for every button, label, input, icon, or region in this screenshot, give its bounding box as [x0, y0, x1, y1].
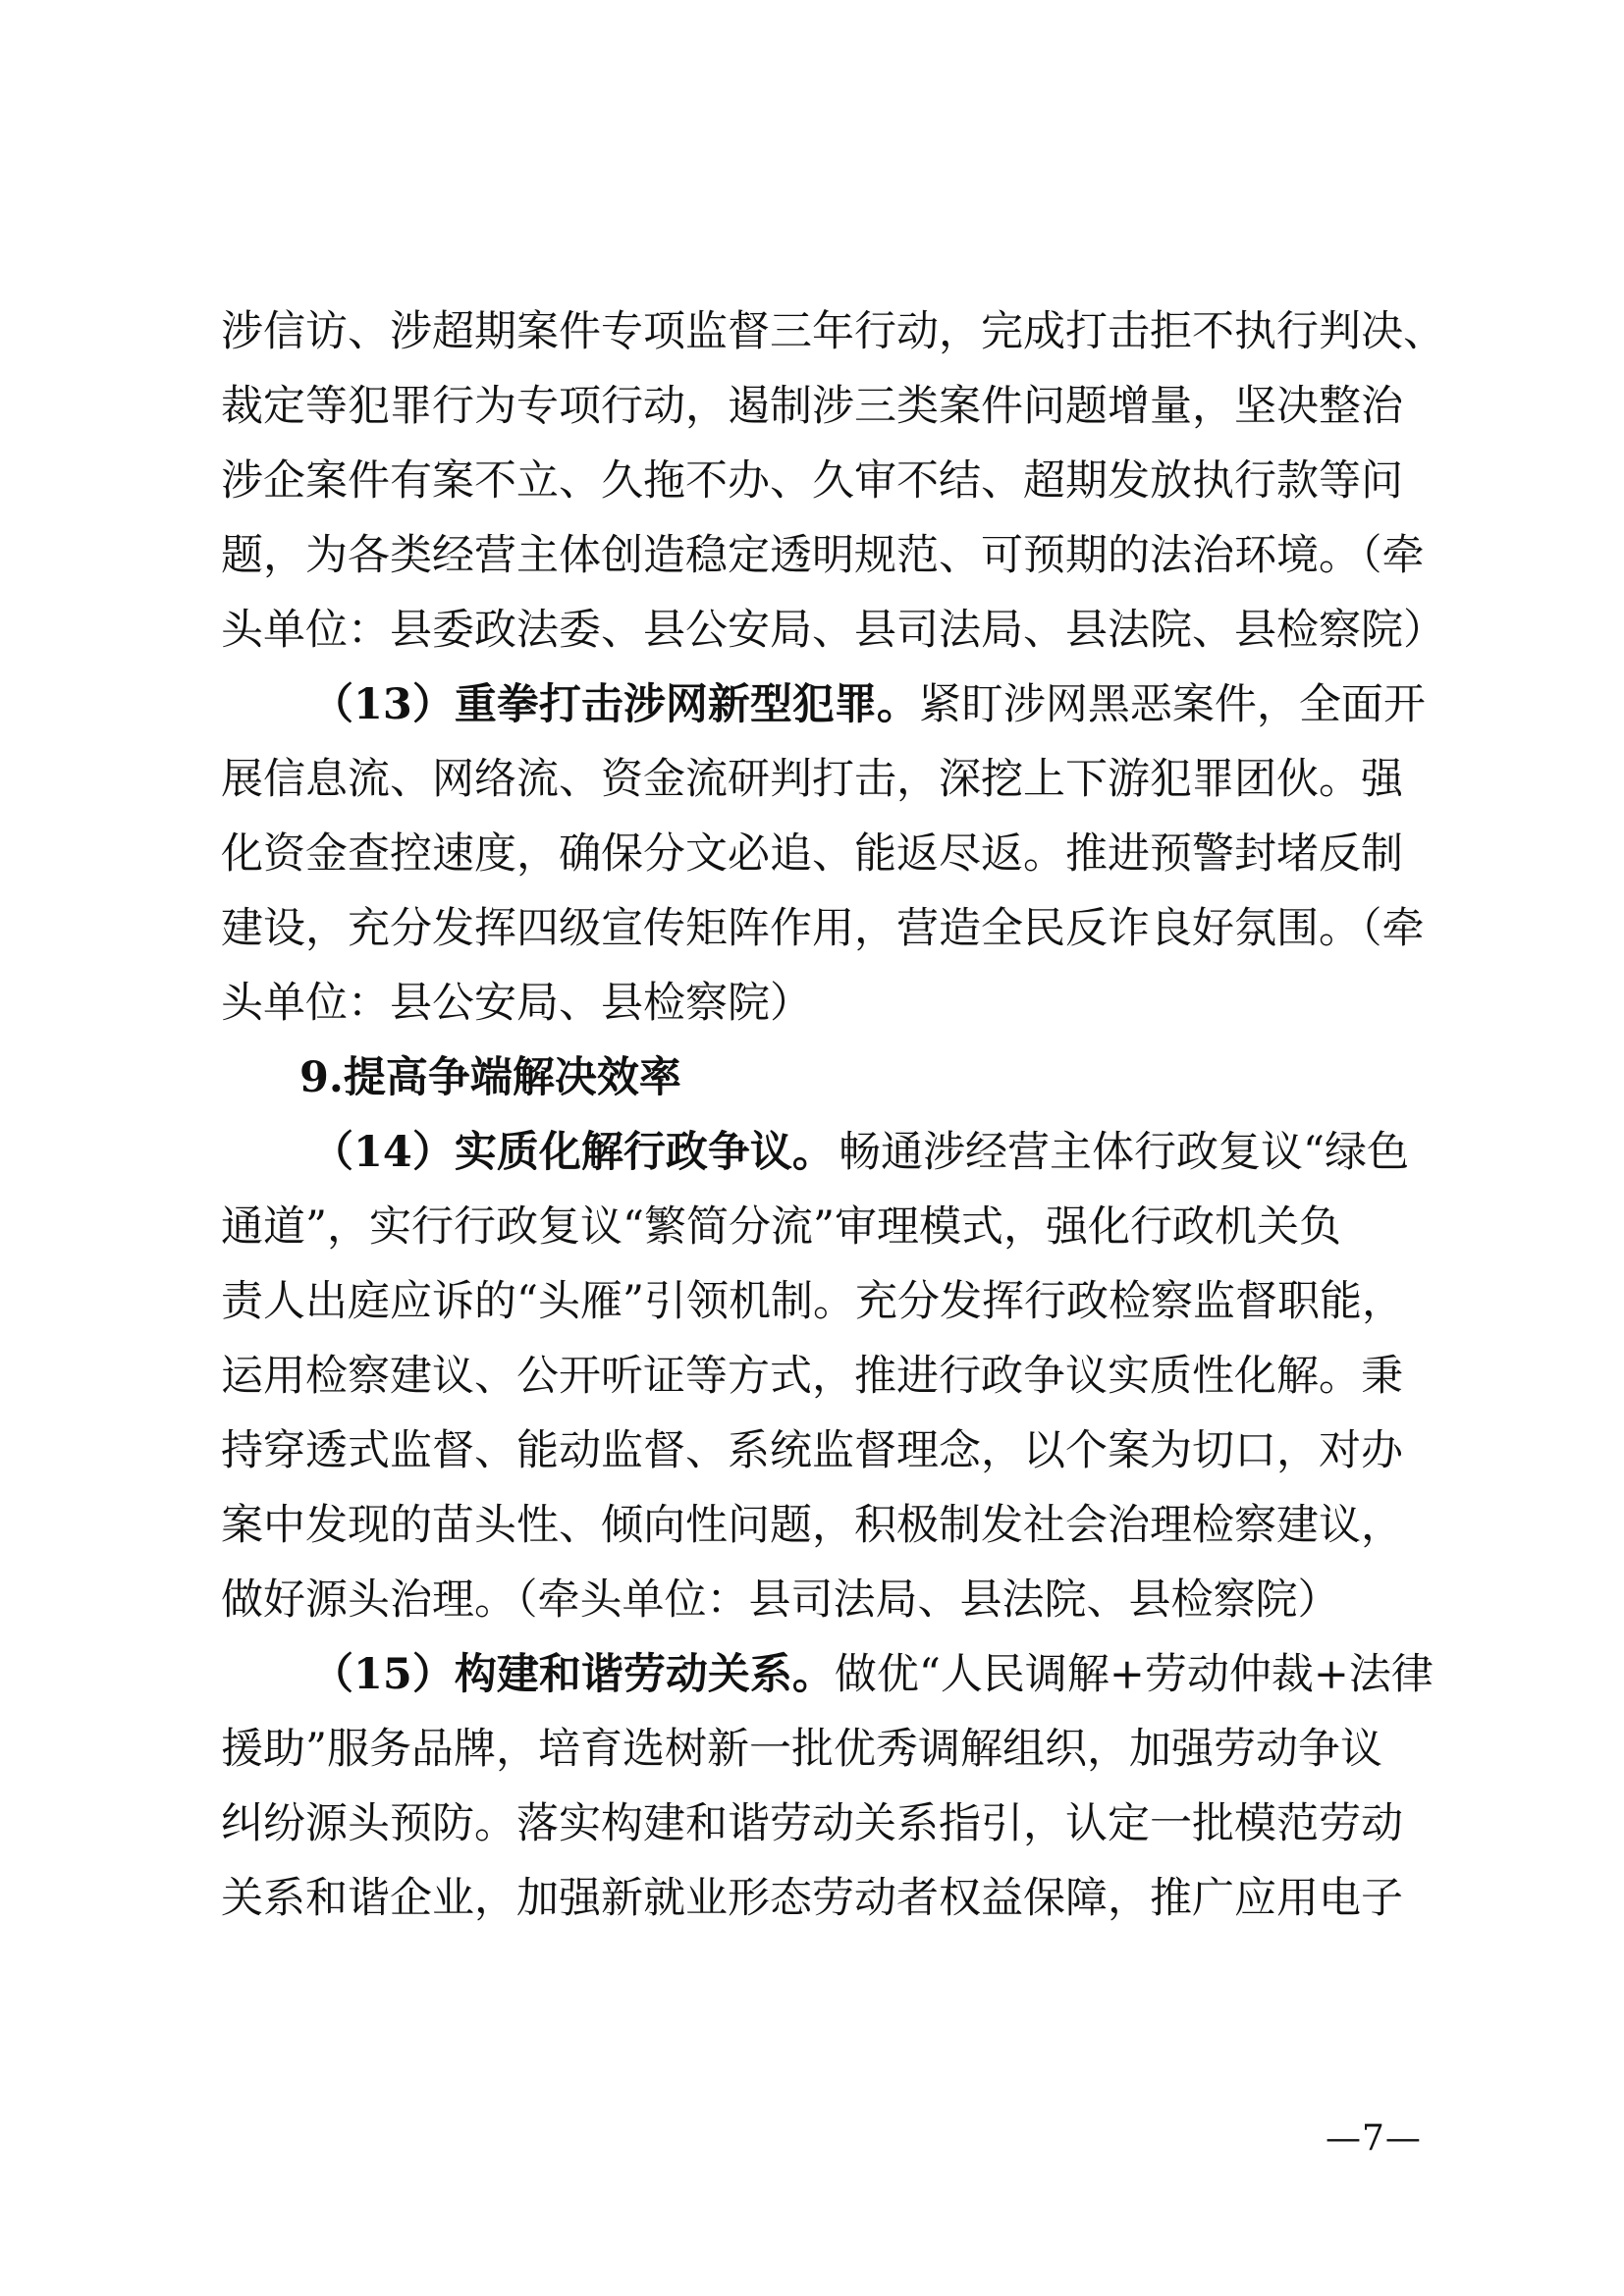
paragraph-continuation — [221, 294, 1445, 667]
paragraph-item-15 — [221, 1637, 1434, 1936]
text-line: 持穿透式监督、能动监督、系统监督理念，以个案为切口，对办 — [221, 1426, 1403, 1475]
text-segment: 做优“人民调解+劳动仲裁+法律 — [834, 1650, 1434, 1699]
text-line: 运用检察建议、公开听证等方式，推进行政争议实质性化解。秉 — [221, 1352, 1403, 1401]
item-heading-13: （13）重拳打击涉网新型犯罪。 — [311, 680, 919, 729]
text-line: 建设，充分发挥四级宣传矩阵作用，营造全民反诈良好氛围。（牵 — [221, 904, 1425, 953]
text-line: 化资金查控速度，确保分文必追、能返尽返。推进预警封堵反制 — [221, 829, 1403, 879]
text-line: 案中发现的苗头性、倾向性问题，积极制发社会治理检察建议， — [221, 1501, 1403, 1550]
text-line: 涉企案件有案不立、久拖不办、久审不结、超期发放执行款等问 — [221, 456, 1403, 506]
item-heading-15: （15）构建和谐劳动关系。 — [311, 1650, 835, 1699]
text-line: 头单位：县委政法委、县公安局、县司法局、县法院、县检察院） — [221, 606, 1445, 655]
text-segment: 紧盯涉网黑恶案件，全面开 — [918, 680, 1426, 729]
paragraph-item-14 — [221, 1115, 1409, 1637]
text-line: 援助”服务品牌，培育选树新一批优秀调解组织，加强劳动争议 — [221, 1725, 1382, 1774]
text-line: 纠纷源头预防。落实构建和谐劳动关系指引，认定一批模范劳动 — [221, 1799, 1403, 1848]
item-heading-14: （14）实质化解行政争议。 — [311, 1128, 835, 1177]
text-line: 做好源头治理。（牵头单位：县司法局、县法院、县检察院） — [221, 1575, 1340, 1625]
text-line — [221, 1637, 1434, 1712]
text-line: 关系和谐企业，加强新就业形态劳动者权益保障，推广应用电子 — [221, 1874, 1403, 1923]
text-line: 展信息流、网络流、资金流研判打击，深挖上下游犯罪团伙。强 — [221, 755, 1403, 804]
paragraph-item-13 — [221, 667, 1426, 1041]
text-line — [221, 1115, 1409, 1190]
text-line: 通道”，实行行政复议“繁简分流”审理模式，强化行政机关负 — [221, 1202, 1341, 1252]
text-line: 涉信访、涉超期案件专项监督三年行动，完成打击拒不执行判决、 — [221, 307, 1445, 356]
text-line: 题，为各类经营主体创造稳定透明规范、可预期的法治环境。（牵 — [221, 531, 1425, 580]
text-segment: 畅通涉经营主体行政复议“绿色 — [839, 1128, 1409, 1177]
text-line: 头单位：县公安局、县检察院） — [221, 979, 812, 1028]
page-number: —7— — [1326, 2118, 1422, 2159]
text-line — [221, 667, 1426, 742]
document-body — [221, 294, 1445, 1936]
text-line: 责人出庭应诉的“头雁”引领机制。充分发挥行政检察监督职能， — [221, 1277, 1404, 1326]
section-heading: 9.提高争端解决效率 — [299, 1053, 681, 1102]
text-line: 裁定等犯罪行为专项行动，遏制涉三类案件问题增量，坚决整治 — [221, 382, 1403, 431]
